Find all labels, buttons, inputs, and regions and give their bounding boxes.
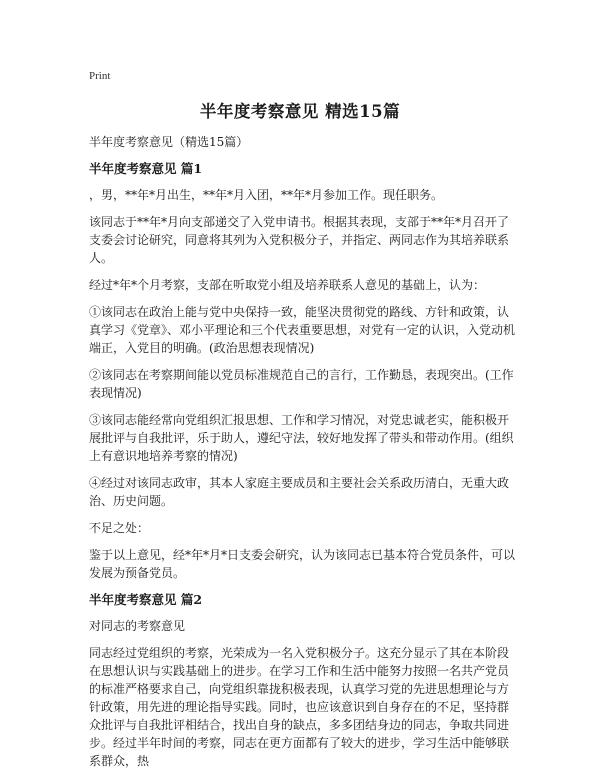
document-subtitle: 半年度考察意见（精选15篇） bbox=[89, 135, 249, 149]
paragraph: 该同志于**年*月向支部递交了入党申请书。根据其表现，支部于**年*月召开了支委会讨论研究，同意将其列为入党积极分子，并指定、两同志作为其培养联系人。 bbox=[89, 215, 510, 265]
paragraph: 鉴于以上意见，经*年*月*日支委会研究，认为该同志已基本符合党员条件，可以发展为预备党员。 bbox=[89, 548, 516, 580]
paragraph: 对同志的考察意见 bbox=[89, 619, 186, 633]
section-heading: 半年度考察意见 篇2 bbox=[89, 592, 203, 607]
paragraph: ②该同志在考察期间能以党员标准规范自己的言行，工作勤恳，表现突出。(工作表现情况) bbox=[89, 368, 514, 400]
paragraph: ，男，**年*月出生，**年*月入团，**年*月参加工作。现任职务。 bbox=[89, 188, 444, 202]
document-title: 半年度考察意见 精选15篇 bbox=[199, 102, 401, 121]
document-body bbox=[89, 133, 517, 776]
print-label: Print bbox=[89, 70, 111, 82]
paragraph: 不足之处： bbox=[89, 521, 150, 535]
paragraph: 经过*年*个月考察，支部在听取党小组及培养联系人意见的基础上，认为： bbox=[89, 278, 486, 292]
paragraph: 同志经过党组织的考察，光荣成为一名入党积极分子。这充分显示了其在本阶段在思想认识与实践基础上的进步。在学习工作和生活中能努力按照一名共产党员的标准严格要求自己，向党组织靠拢积极表现，认真学习党的先进思想理论与方针政策，用先进的理论指导实践。同时，也应该意识到自身存在的不足，坚持群众批评与自我批评相结合，找出自身的缺点，多多团结身边的同志，争取共同进步。经过半年时间的考察，同志在更方面都有了较大的进步，学习生活中能够联系群众，热 bbox=[89, 646, 510, 768]
paragraph: ④经过对该同志政审，其本人家庭主要成员和主要社会关系政历清白，无重大政治、历史问题。 bbox=[89, 476, 510, 508]
paragraph: ①该同志在政治上能与党中央保持一致，能坚决贯彻党的路线、方针和政策，认真学习《党章》、邓小平理论和三个代表重要思想，对党有一定的认识，入党动机端正，入党目的明确。(政治思想表现情况) bbox=[89, 305, 516, 355]
section-heading: 半年度考察意见 篇1 bbox=[89, 161, 203, 176]
paragraph: ③该同志能经常向党组织汇报思想、工作和学习情况，对党忠诚老实，能积极开展批评与自我批评，乐于助人，遵纪守法，较好地发挥了带头和带动作用。(组织上有意识地培养考察的情况) bbox=[89, 413, 514, 463]
